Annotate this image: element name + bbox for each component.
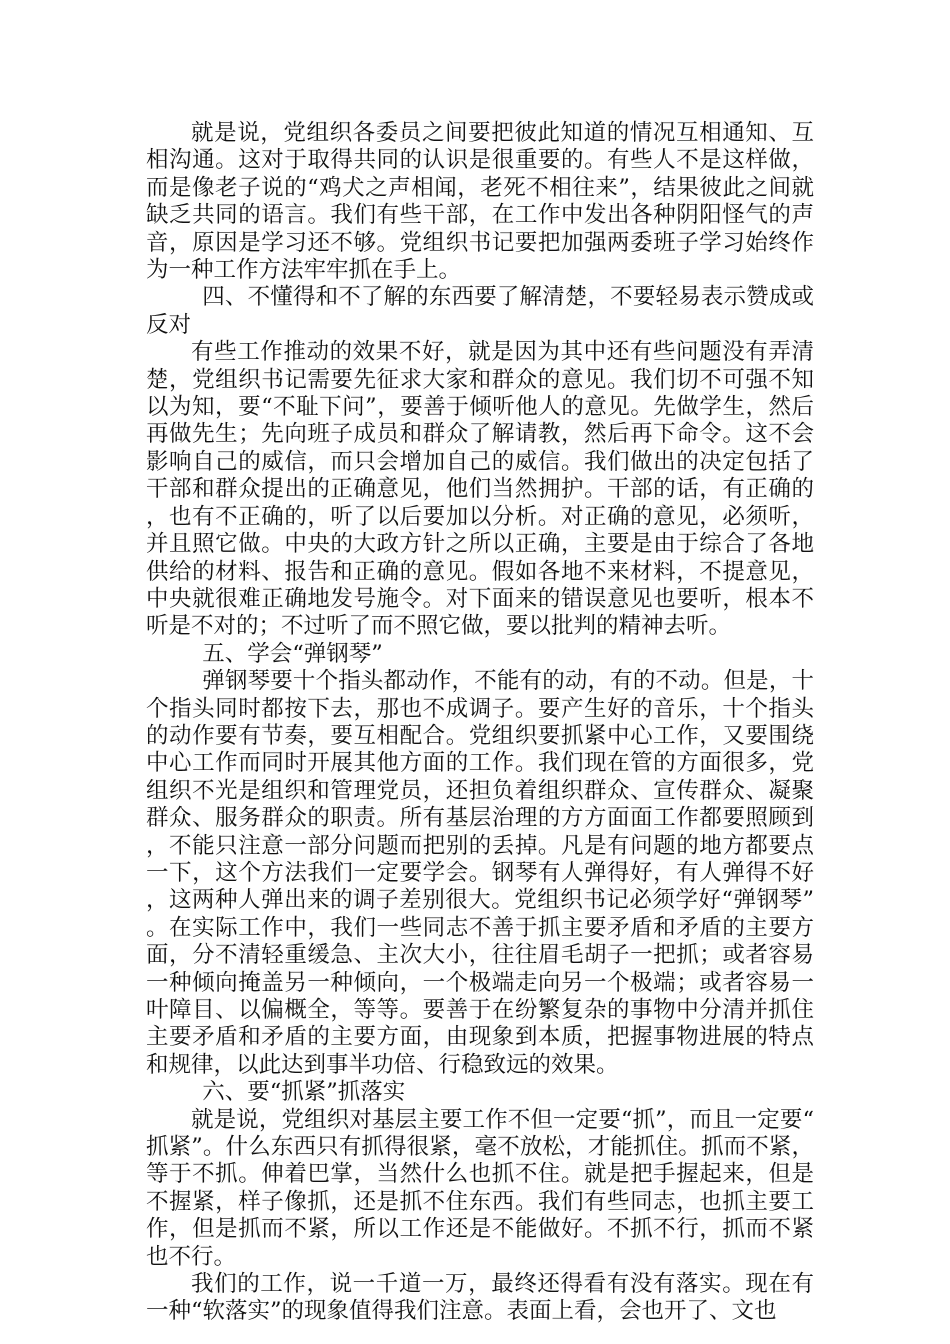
paragraph-body-1: 就是说，党组织各委员之间要把彼此知道的情况互相通知、互相沟通。这对于取得共同的认识是很重要的。有些人不是这样做，而是像老子说的“鸡犬之声相闻，老死不相往来”，结果彼此之间就缺乏共同的语言。我们有些干部，在工作中发出各种阴阳怪气的声音，原因是学习还不够。党组织书记要把加强两委班子学习始终作为一种工作方法牢牢抓在手上。 [146,120,814,284]
paragraph-body-4: 就是说，党组织对基层主要工作不但一定要“抓”，而且一定要“抓紧”。什么东西只有抓得很紧，毫不放松，才能抓住。抓而不紧，等于不抓。伸着巴掌，当然什么也抓不住。就是把手握起来，但是不握紧，样子像抓，还是抓不住东西。我们有些同志，也抓主要工作，但是抓而不紧，所以工作还是不能做好。不抓不行，抓而不紧也不行。 [146,1106,814,1270]
paragraph-body-5: 我们的工作，说一千道一万，最终还得看有没有落实。现在有一种“软落实”的现象值得我们注意。表面上看，会也开了、文也 [146,1271,814,1325]
section-heading-5: 五、学会“弹钢琴” [202,640,383,667]
section-heading-6: 六、要“抓紧”抓落实 [202,1079,406,1106]
paragraph-body-3: 弹钢琴要十个指头都动作，不能有的动，有的不动。但是，十个指头同时都按下去，那也不成调子。要产生好的音乐，十个指头的动作要有节奏，要互相配合。党组织要抓紧中心工作，又要围绕中心工作而同时开展其他方面的工作。我们现在管的方面很多，党组织不光是组织和管理党员，还担负着组织群众、宣传群众、凝聚群众、服务群众的职责。所有基层治理的方方面面工作都要照顾到，不能只注意一部分问题而把别的丢掉。凡是有问题的地方都要点一下，这个方法我们一定要学会。钢琴有人弹得好，有人弹得不好，这两种人弹出来的调子差别很大。党组织书记必须学好“弹钢琴”。在实际工作中，我们一些同志不善于抓主要矛盾和矛盾的主要方面，分不清轻重缓急、主次大小，往往眉毛胡子一把抓；或者容易一种倾向掩盖另一种倾向，一个极端走向另一个极端；或者容易一叶障目、以偏概全，等等。要善于在纷繁复杂的事物中分清并抓住主要矛盾和矛盾的主要方面，由现象到本质，把握事物进展的特点和规律，以此达到事半功倍、行稳致远的效果。 [146,668,814,1078]
paragraph-body-2: 有些工作推动的效果不好，就是因为其中还有些问题没有弄清楚，党组织书记需要先征求大家和群众的意见。我们切不可强不知以为知，要“不耻下问”，要善于倾听他人的意见。先做学生，然后再做先生；先向班子成员和群众了解请教，然后再下命令。这不会影响自己的威信，而只会增加自己的威信。我们做出的决定包括了干部和群众提出的正确意见，他们当然拥护。干部的话，有正确的，也有不正确的，听了以后要加以分析。对正确的意见，必须听，并且照它做。中央的大政方针之所以正确，主要是由于综合了各地供给的材料、报告和正确的意见。假如各地不来材料，不提意见，中央就很难正确地发号施令。对下面来的错误意见也要听，根本不听是不对的；不过听了而不照它做，要以批判的精神去听。 [146,339,814,640]
section-heading-4: 四、不懂得和不了解的东西要了解清楚，不要轻易表示赞成或反对 [146,284,814,338]
document-body [146,120,814,1326]
